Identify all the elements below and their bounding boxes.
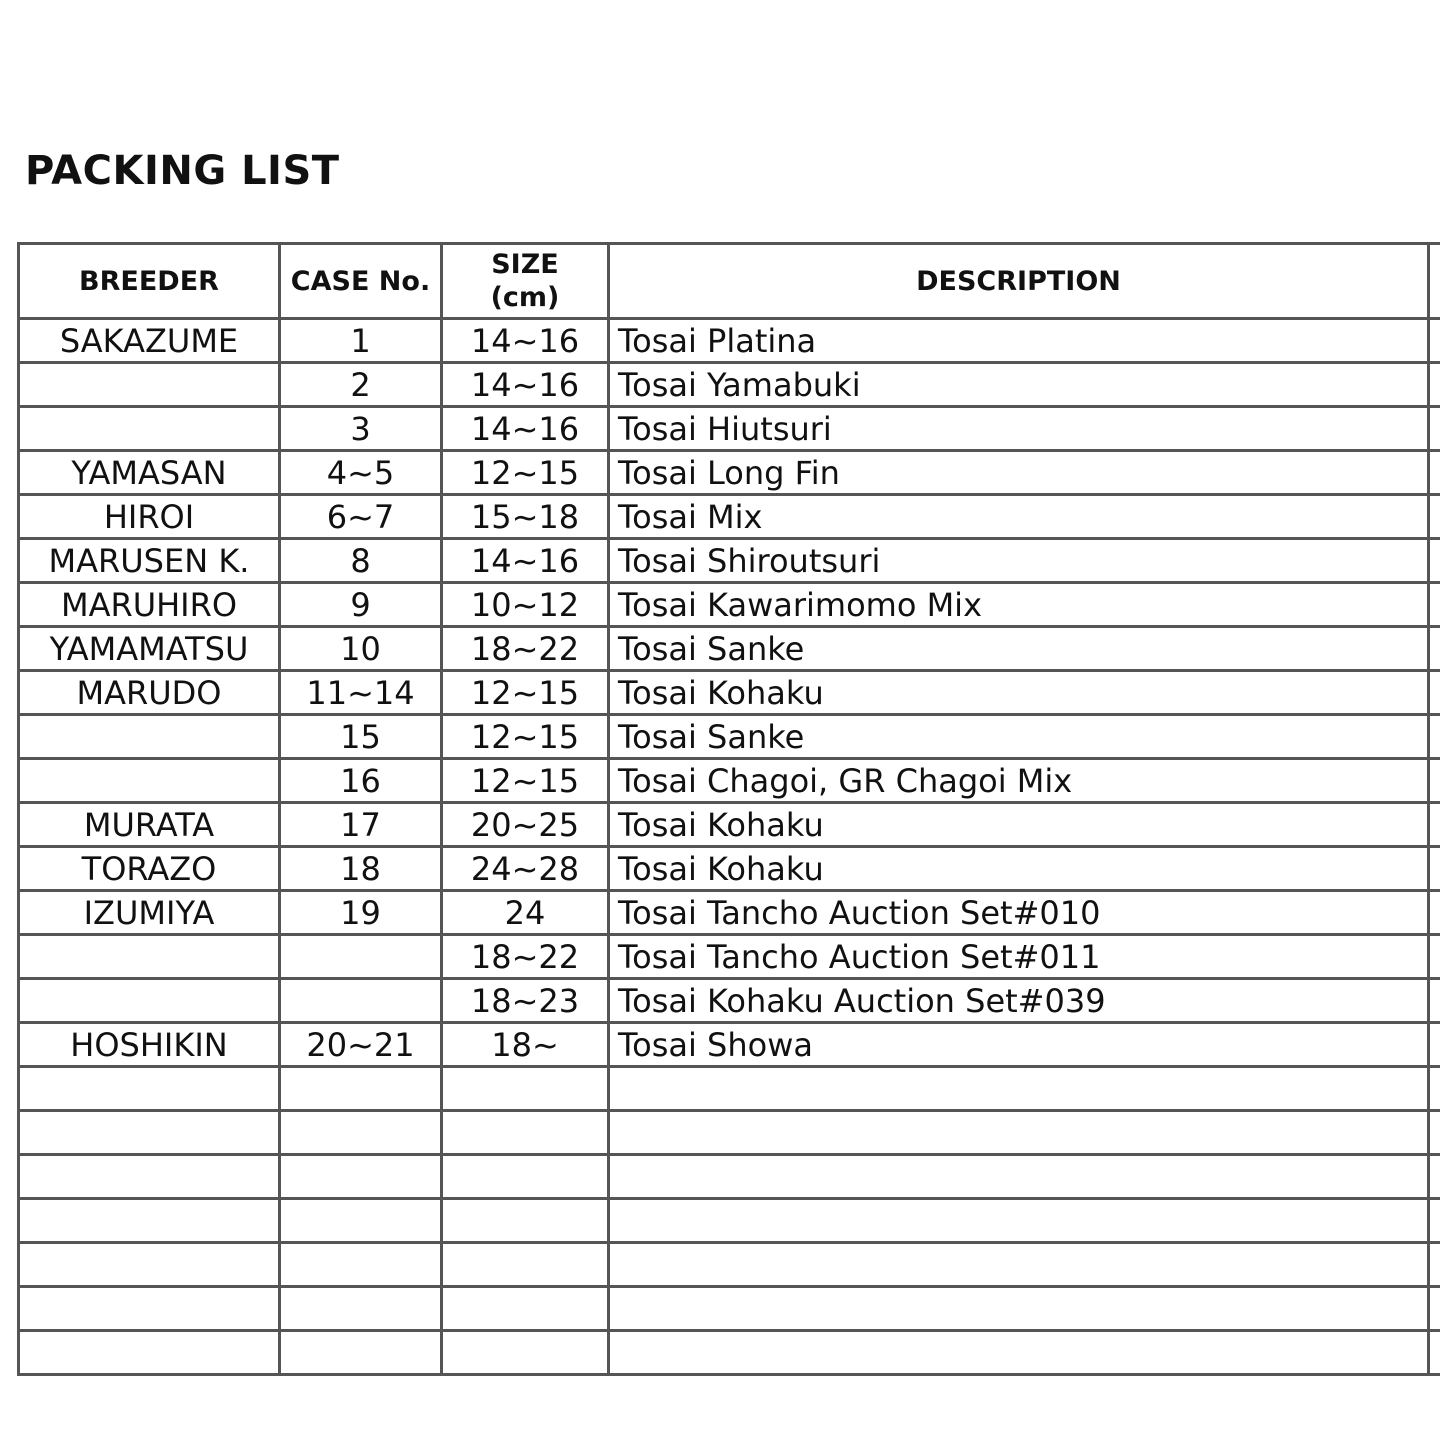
size-cell (442, 1067, 609, 1111)
case-no-cell (280, 935, 442, 979)
breeder-cell (19, 1331, 280, 1375)
extra-cell (1429, 407, 1440, 451)
extra-cell (1429, 847, 1440, 891)
description-cell: Tosai Kohaku (609, 803, 1429, 847)
case-no-cell (280, 1331, 442, 1375)
size-cell: 14~16 (442, 319, 609, 363)
case-no-cell: 6~7 (280, 495, 442, 539)
description-cell: Tosai Showa (609, 1023, 1429, 1067)
header-size-label: SIZE (491, 249, 559, 280)
extra-cell (1429, 715, 1440, 759)
description-cell: Tosai Hiutsuri (609, 407, 1429, 451)
description-cell: Tosai Mix (609, 495, 1429, 539)
size-cell: 15~18 (442, 495, 609, 539)
breeder-cell (19, 1287, 280, 1331)
header-extra-column (1429, 244, 1440, 319)
description-cell: Tosai Long Fin (609, 451, 1429, 495)
case-no-cell (280, 1287, 442, 1331)
size-cell: 14~16 (442, 363, 609, 407)
size-cell (442, 1155, 609, 1199)
description-cell: Tosai Kohaku (609, 671, 1429, 715)
case-no-cell: 16 (280, 759, 442, 803)
description-cell: Tosai Sanke (609, 627, 1429, 671)
breeder-cell: HOSHIKIN (19, 1023, 280, 1067)
table-row (19, 715, 1440, 759)
size-cell: 24 (442, 891, 609, 935)
table-row (19, 583, 1440, 627)
extra-cell (1429, 363, 1440, 407)
size-cell (442, 1243, 609, 1287)
breeder-cell (19, 935, 280, 979)
header-breeder: BREEDER (19, 244, 280, 319)
description-cell: Tosai Tancho Auction Set#010 (609, 891, 1429, 935)
description-cell (609, 1155, 1429, 1199)
description-cell: Tosai Kawarimomo Mix (609, 583, 1429, 627)
table-row (19, 363, 1440, 407)
description-cell (609, 1331, 1429, 1375)
table-row (19, 539, 1440, 583)
case-no-cell (280, 1111, 442, 1155)
size-cell: 12~15 (442, 671, 609, 715)
extra-cell (1429, 803, 1440, 847)
size-cell: 18~22 (442, 627, 609, 671)
size-cell: 20~25 (442, 803, 609, 847)
case-no-cell: 11~14 (280, 671, 442, 715)
size-cell: 12~15 (442, 715, 609, 759)
description-cell: Tosai Tancho Auction Set#011 (609, 935, 1429, 979)
extra-cell (1429, 319, 1440, 363)
breeder-cell (19, 759, 280, 803)
case-no-cell: 2 (280, 363, 442, 407)
table-row (19, 979, 1440, 1023)
size-cell: 18~ (442, 1023, 609, 1067)
extra-cell (1429, 495, 1440, 539)
case-no-cell: 20~21 (280, 1023, 442, 1067)
case-no-cell: 3 (280, 407, 442, 451)
table-row (19, 671, 1440, 715)
extra-cell (1429, 1199, 1440, 1243)
table-row (19, 1155, 1440, 1199)
breeder-cell: YAMAMATSU (19, 627, 280, 671)
table-row (19, 1067, 1440, 1111)
case-no-cell: 8 (280, 539, 442, 583)
case-no-cell: 15 (280, 715, 442, 759)
case-no-cell (280, 1243, 442, 1287)
page-title: PACKING LIST (25, 148, 340, 194)
breeder-cell (19, 1199, 280, 1243)
description-cell (609, 1199, 1429, 1243)
extra-cell (1429, 1023, 1440, 1067)
case-no-cell: 4~5 (280, 451, 442, 495)
table-row (19, 495, 1440, 539)
size-cell: 14~16 (442, 407, 609, 451)
breeder-cell (19, 715, 280, 759)
case-no-cell: 1 (280, 319, 442, 363)
breeder-cell: SAKAZUME (19, 319, 280, 363)
header-size (442, 244, 609, 319)
extra-cell (1429, 935, 1440, 979)
extra-cell (1429, 671, 1440, 715)
header-size-unit: (cm) (490, 282, 560, 313)
table-header-row (19, 244, 1440, 319)
table-row (19, 451, 1440, 495)
size-cell: 24~28 (442, 847, 609, 891)
size-cell: 18~23 (442, 979, 609, 1023)
extra-cell (1429, 451, 1440, 495)
case-no-cell (280, 1155, 442, 1199)
description-cell: Tosai Kohaku Auction Set#039 (609, 979, 1429, 1023)
description-cell: Tosai Platina (609, 319, 1429, 363)
extra-cell (1429, 891, 1440, 935)
extra-cell (1429, 1287, 1440, 1331)
description-cell (609, 1067, 1429, 1111)
extra-cell (1429, 1243, 1440, 1287)
breeder-cell (19, 363, 280, 407)
table-row (19, 1111, 1440, 1155)
size-cell: 14~16 (442, 539, 609, 583)
description-cell: Tosai Chagoi, GR Chagoi Mix (609, 759, 1429, 803)
table-body (19, 319, 1440, 1375)
table-row (19, 627, 1440, 671)
size-cell: 10~12 (442, 583, 609, 627)
breeder-cell: YAMASAN (19, 451, 280, 495)
breeder-cell (19, 1111, 280, 1155)
table-row (19, 1243, 1440, 1287)
table-row (19, 847, 1440, 891)
case-no-cell: 18 (280, 847, 442, 891)
table-row (19, 407, 1440, 451)
extra-cell (1429, 1331, 1440, 1375)
description-cell: Tosai Kohaku (609, 847, 1429, 891)
description-cell: Tosai Shiroutsuri (609, 539, 1429, 583)
case-no-cell: 10 (280, 627, 442, 671)
breeder-cell: HIROI (19, 495, 280, 539)
header-description: DESCRIPTION (609, 244, 1429, 319)
case-no-cell (280, 1199, 442, 1243)
table-row (19, 319, 1440, 363)
breeder-cell: MURATA (19, 803, 280, 847)
breeder-cell (19, 1155, 280, 1199)
description-cell: Tosai Sanke (609, 715, 1429, 759)
breeder-cell (19, 979, 280, 1023)
description-cell: Tosai Yamabuki (609, 363, 1429, 407)
table-row (19, 1023, 1440, 1067)
table-row (19, 1331, 1440, 1375)
breeder-cell: MARUHIRO (19, 583, 280, 627)
case-no-cell: 19 (280, 891, 442, 935)
size-cell (442, 1199, 609, 1243)
table-row (19, 1287, 1440, 1331)
case-no-cell (280, 979, 442, 1023)
breeder-cell (19, 407, 280, 451)
size-cell: 12~15 (442, 451, 609, 495)
extra-cell (1429, 1067, 1440, 1111)
header-case-no: CASE No. (280, 244, 442, 319)
extra-cell (1429, 979, 1440, 1023)
breeder-cell: IZUMIYA (19, 891, 280, 935)
table-row (19, 803, 1440, 847)
packing-list-table (17, 242, 1440, 1376)
breeder-cell (19, 1067, 280, 1111)
case-no-cell: 17 (280, 803, 442, 847)
description-cell (609, 1243, 1429, 1287)
description-cell (609, 1287, 1429, 1331)
size-cell (442, 1287, 609, 1331)
table-row (19, 759, 1440, 803)
extra-cell (1429, 539, 1440, 583)
size-cell: 12~15 (442, 759, 609, 803)
table-row (19, 891, 1440, 935)
case-no-cell (280, 1067, 442, 1111)
extra-cell (1429, 1111, 1440, 1155)
breeder-cell: MARUSEN K. (19, 539, 280, 583)
extra-cell (1429, 627, 1440, 671)
size-cell (442, 1331, 609, 1375)
breeder-cell: TORAZO (19, 847, 280, 891)
breeder-cell: MARUDO (19, 671, 280, 715)
table-row (19, 935, 1440, 979)
table-row (19, 1199, 1440, 1243)
extra-cell (1429, 759, 1440, 803)
breeder-cell (19, 1243, 280, 1287)
description-cell (609, 1111, 1429, 1155)
size-cell (442, 1111, 609, 1155)
size-cell: 18~22 (442, 935, 609, 979)
extra-cell (1429, 1155, 1440, 1199)
case-no-cell: 9 (280, 583, 442, 627)
extra-cell (1429, 583, 1440, 627)
